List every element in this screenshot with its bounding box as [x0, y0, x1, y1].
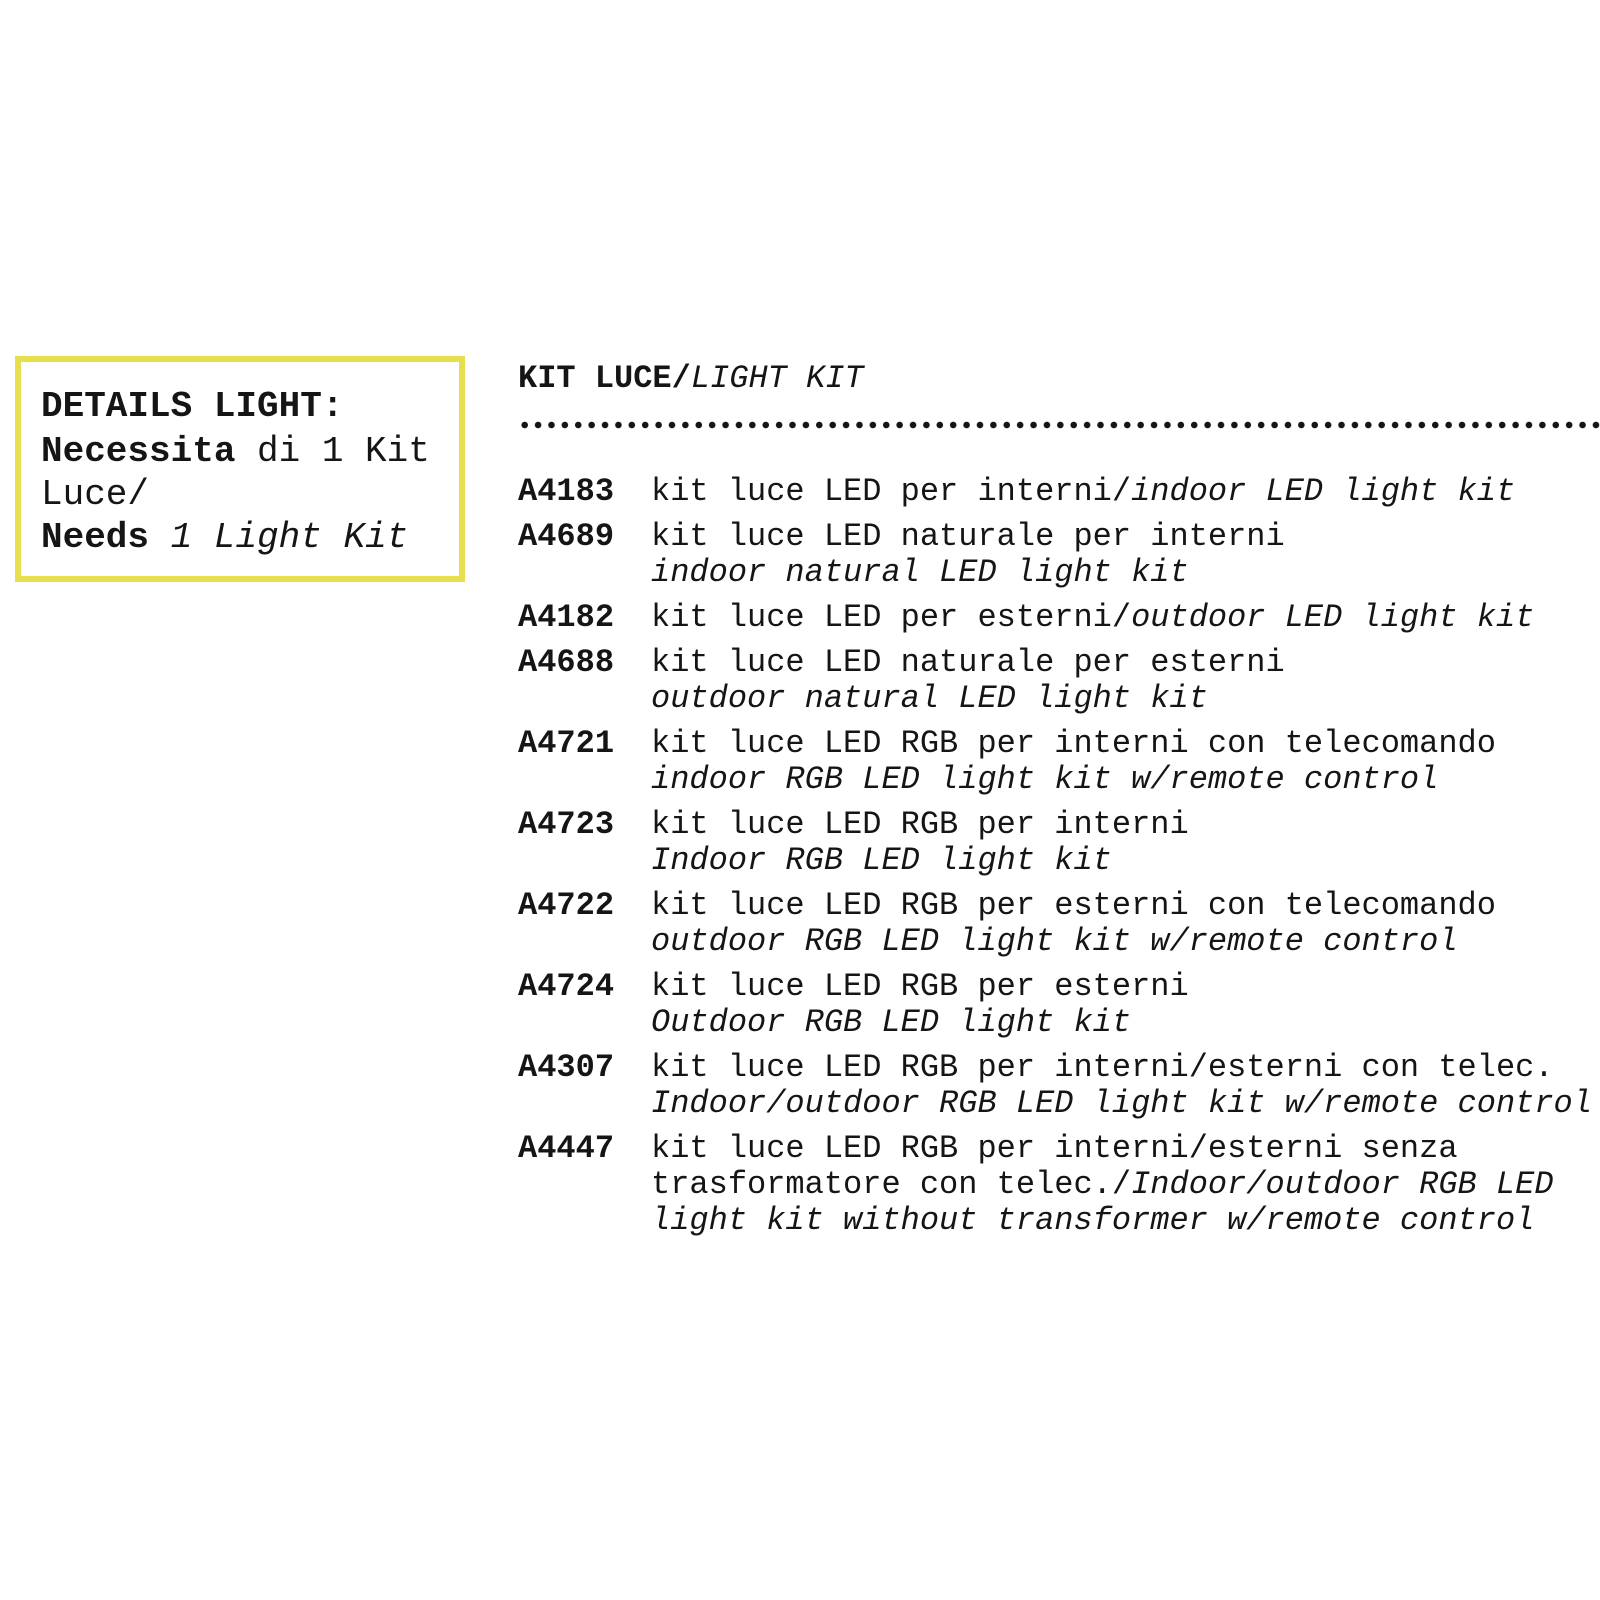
item-description: [651, 519, 1600, 591]
section-title-english: LIGHT KIT: [690, 360, 864, 397]
text-run: indoor RGB LED light kit w/remote control: [651, 761, 1439, 798]
text-run: outdoor LED light kit: [1131, 599, 1535, 636]
item-line: [651, 969, 1600, 1005]
item-code: A4688: [518, 644, 615, 681]
item-line: [651, 519, 1600, 555]
text-run: light kit without transformer w/remote control: [651, 1202, 1535, 1239]
item-code: A4182: [518, 599, 615, 636]
item-line: [651, 807, 1600, 843]
details-line1-rest: di 1 Kit: [235, 431, 430, 472]
item-description: [651, 1131, 1600, 1239]
item-code: A4447: [518, 1130, 615, 1167]
item-line: [651, 1050, 1600, 1086]
text-run: Indoor/outdoor RGB LED light kit w/remote control: [651, 1085, 1592, 1122]
text-run: kit luce LED RGB per esterni con telecomando: [651, 887, 1496, 924]
text-run: kit luce LED RGB per interni con telecomando: [651, 725, 1496, 762]
item-code: A4723: [518, 806, 615, 843]
text-run: Indoor/outdoor RGB LED: [1131, 1166, 1554, 1203]
details-line3-italic: 1 Light Kit: [149, 517, 409, 558]
item-line: [651, 924, 1600, 960]
details-box-line-2: Luce/: [41, 474, 150, 515]
item-code: A4183: [518, 473, 615, 510]
details-box-title: DETAILS LIGHT:: [41, 386, 344, 427]
item-line: [651, 600, 1600, 636]
item-description: [651, 888, 1600, 960]
item-line: [651, 1167, 1600, 1203]
item-line: [651, 888, 1600, 924]
list-item: [518, 645, 1600, 717]
text-run: kit luce LED per esterni/: [651, 599, 1132, 636]
details-line3-bold: Needs: [41, 517, 150, 558]
kit-luce-section: [518, 360, 1600, 1248]
text-run: indoor natural LED light kit: [651, 554, 1189, 591]
text-run: kit luce LED RGB per interni/esterni con telec.: [651, 1049, 1554, 1086]
text-run: kit luce LED naturale per interni: [651, 518, 1285, 555]
item-line: [651, 726, 1600, 762]
list-item: [518, 807, 1600, 879]
list-item: [518, 519, 1600, 591]
item-line: [651, 474, 1600, 510]
text-run: kit luce LED RGB per interni: [651, 806, 1189, 843]
text-run: kit luce LED naturale per esterni: [651, 644, 1285, 681]
text-run: kit luce LED per interni/: [651, 473, 1132, 510]
details-line1-bold: Necessita: [41, 431, 236, 472]
section-title: [518, 360, 1600, 398]
text-run: Indoor RGB LED light kit: [651, 842, 1112, 879]
item-description: [651, 600, 1600, 636]
item-code: A4724: [518, 968, 615, 1005]
details-light-box: [15, 356, 465, 582]
list-item: [518, 726, 1600, 798]
item-line: [651, 645, 1600, 681]
list-item: [518, 888, 1600, 960]
text-run: outdoor natural LED light kit: [651, 680, 1208, 717]
section-title-italian: KIT LUCE/: [518, 360, 691, 397]
item-line: [651, 1005, 1600, 1041]
item-description: [651, 474, 1600, 510]
item-line: [651, 1203, 1600, 1239]
list-item: [518, 969, 1600, 1041]
item-line: [651, 843, 1600, 879]
list-item: [518, 600, 1600, 636]
item-description: [651, 1050, 1600, 1122]
item-code: A4722: [518, 887, 615, 924]
item-code: A4307: [518, 1049, 615, 1086]
item-description: [651, 726, 1600, 798]
dotted-divider: [518, 420, 1600, 430]
list-item: [518, 474, 1600, 510]
item-line: [651, 762, 1600, 798]
item-description: [651, 807, 1600, 879]
text-run: kit luce LED RGB per interni/esterni senza: [651, 1130, 1458, 1167]
item-description: [651, 969, 1600, 1041]
text-run: indoor LED light kit: [1131, 473, 1516, 510]
text-run: Outdoor RGB LED light kit: [651, 1004, 1132, 1041]
details-box-line-1: [41, 430, 449, 473]
text-run: trasformatore con telec./: [651, 1166, 1132, 1203]
text-run: kit luce LED RGB per esterni: [651, 968, 1189, 1005]
product-list: [518, 474, 1600, 1239]
item-description: [651, 645, 1600, 717]
item-code: A4721: [518, 725, 615, 762]
list-item: [518, 1050, 1600, 1122]
item-line: [651, 555, 1600, 591]
item-line: [651, 1086, 1600, 1122]
item-line: [651, 1131, 1600, 1167]
item-line: [651, 681, 1600, 717]
item-code: A4689: [518, 518, 615, 555]
details-box-line-3: [41, 516, 449, 559]
list-item: [518, 1131, 1600, 1239]
text-run: outdoor RGB LED light kit w/remote control: [651, 923, 1458, 960]
